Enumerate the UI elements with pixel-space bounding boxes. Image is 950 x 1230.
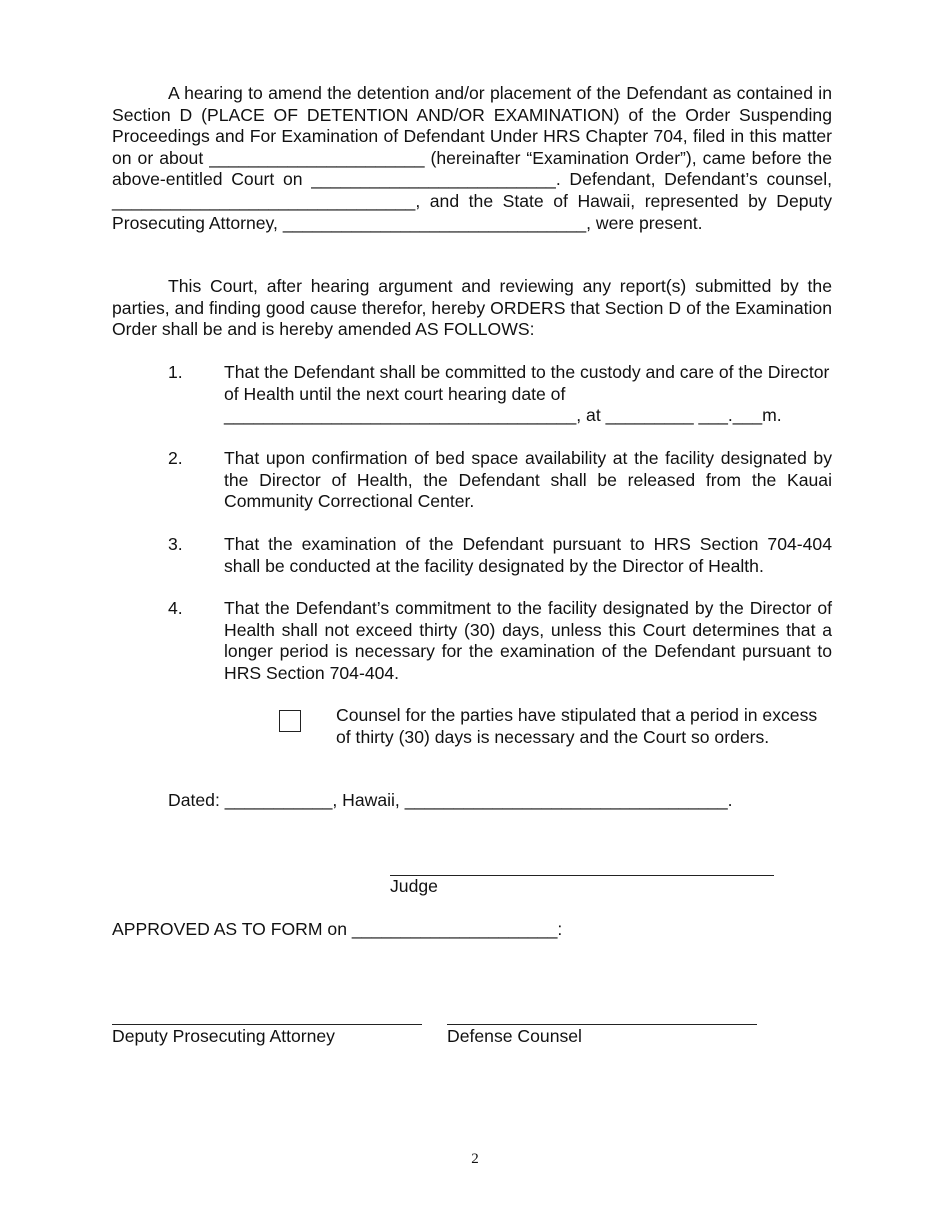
approved-as-to-form-line: APPROVED AS TO FORM on _____________________: (112, 919, 563, 939)
order-text: That upon confirmation of bed space availability at the facility designated by the Director of Health, the Defendant shall be released from the Kauai Community Correctional Center. (224, 448, 832, 512)
stipulation-text: Counsel for the parties have stipulated that a period in excess of thirty (30) days is necessary and the Court so orders. (336, 705, 818, 747)
prosecutor-signature-line (112, 1024, 422, 1025)
judge-label: Judge (390, 876, 438, 896)
defense-signature-line (447, 1024, 757, 1025)
hearing-paragraph: A hearing to amend the detention and/or placement of the Defendant as contained in Section D (PLACE OF DETENTION AND/OR EXAMINATION) of the Order Suspending Proceedings and For Examination of Defendant Under HRS Chapter 704, filed in this matter on or about ______________________ (hereinafter “Examination Order”), came before the above-entitled Court on _________________________. Defendant, Defendant’s counsel, _______________________________, and the State of Hawaii, represented by Deputy Prosecuting Attorney, _______________________________, were present. (112, 83, 832, 233)
order-text: That the Defendant shall be committed to the custody and care of the Director of Health until the next court hearing date of ____________________________________, at _________ ___.___m. (224, 362, 830, 426)
order-text: That the Defendant’s commitment to the facility designated by the Director of Health shall not exceed thirty (30) days, unless this Court determines that a longer period is necessary for the examination of the Defendant pursuant to HRS Section 704-404. (224, 598, 832, 683)
page-number: 2 (471, 1151, 479, 1167)
defense-label: Defense Counsel (447, 1026, 582, 1046)
order-number: 3. (168, 534, 183, 554)
prosecutor-label: Deputy Prosecuting Attorney (112, 1026, 335, 1046)
order-text: That the examination of the Defendant pursuant to HRS Section 704-404 shall be conducted at the facility designated by the Director of Health. (224, 534, 832, 576)
stipulation-checkbox[interactable] (279, 710, 301, 732)
order-number: 1. (168, 362, 183, 382)
order-paragraph: This Court, after hearing argument and reviewing any report(s) submitted by the parties, and finding good cause therefor, hereby ORDERS that Section D of the Examination Order shall be and is hereby amended AS FOLLOWS: (112, 276, 832, 340)
dated-line: Dated: ___________, Hawaii, _________________________________. (168, 790, 733, 810)
judge-signature-line (390, 875, 774, 876)
order-number: 2. (168, 448, 183, 468)
order-number: 4. (168, 598, 183, 618)
